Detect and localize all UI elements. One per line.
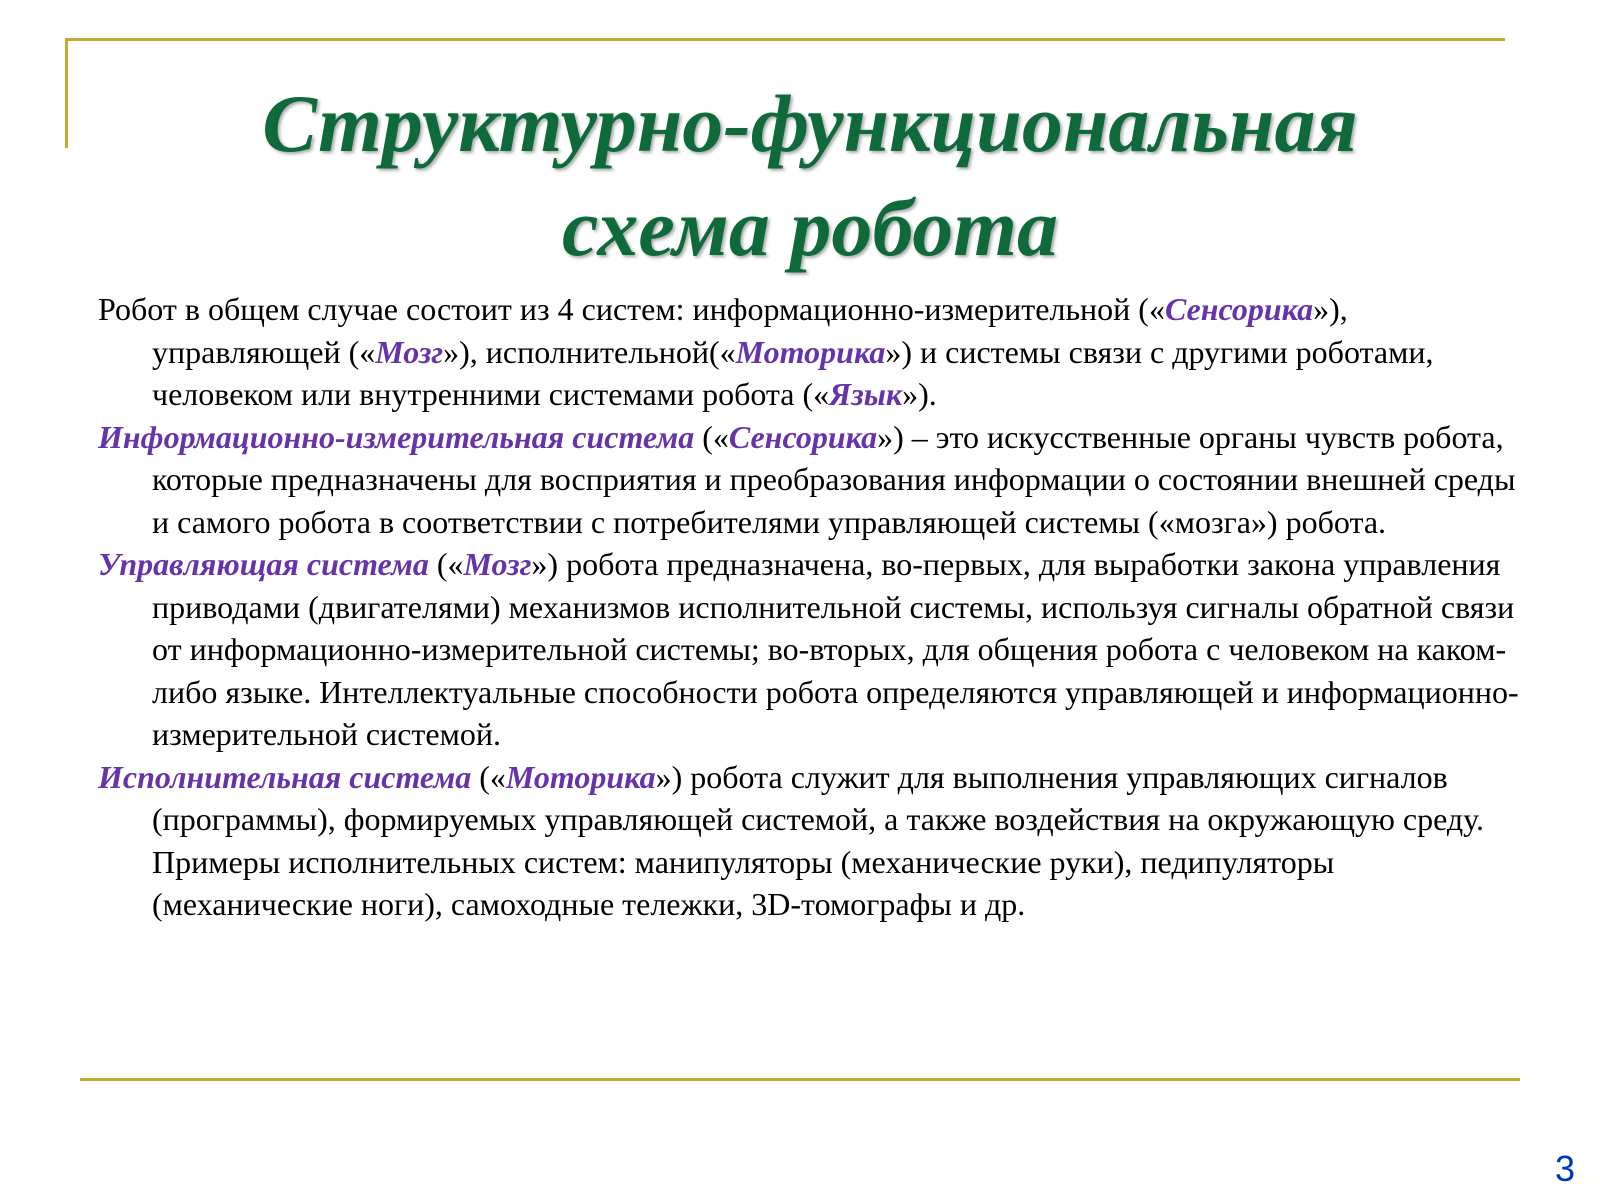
term-motorika: Моторика	[735, 333, 886, 370]
term-mozg: Мозг	[375, 333, 444, 370]
paragraph-text: ») – это искусственные органы чувств робота, которые предназначены для восприятия и преобразования информации о состоянии внешней среды и самого робота в соответствии с потребителями управляющей системы («мозга») робота.	[152, 418, 1516, 540]
paragraph-overview	[98, 288, 1538, 416]
paragraph-text: »).	[902, 376, 937, 412]
page-number: 3	[1555, 1148, 1576, 1189]
paragraph-text: »), управляющей («	[152, 291, 1348, 370]
slide-title-line-2: схема робота	[562, 182, 1058, 273]
paragraph-text: («	[694, 418, 729, 455]
term-control-system: Управляющая система	[98, 546, 429, 582]
paragraph-executive-system	[98, 756, 1538, 926]
slide-body	[98, 288, 1538, 926]
term-sensorika: Сенсорика	[1164, 291, 1314, 327]
slide-title-line-1: Структурно-функциональная	[262, 78, 1358, 169]
top-rule	[65, 38, 1505, 41]
term-executive-system: Исполнительная система	[98, 758, 472, 795]
paragraph-sensor-system	[98, 416, 1538, 544]
paragraph-text: Робот в общем случае состоит из 4 систем: информационно-измерительной («	[98, 291, 1165, 327]
term-sensorika: Сенсорика	[728, 418, 878, 455]
paragraph-text: ») робота предназначена, во-первых, для выработки закона управления приводами (двигателями) механизмов исполнительной системы, используя сигналы обратной связи от информационно-измерительной системы; во-вторых, для общения робота с человеком на каком-либо языке. Интеллектуальные способности робота определяются управляющей и информационно-измерительной системой.	[152, 546, 1519, 752]
paragraph-control-system	[98, 543, 1538, 756]
term-info-measuring-system: Информационно-измерительная система	[98, 418, 695, 455]
paragraph-text: ») и системы связи с другими роботами, человеком или внутренними системами робота («	[152, 333, 1434, 412]
left-rule	[65, 38, 68, 148]
paragraph-text: ») робота служит для выполнения управляющих сигналов (программы), формируемых управляющей системой, а также воздействия на окружающую среду. Примеры исполнительных систем: манипуляторы (механические руки), педипуляторы (механические ноги), самоходные тележки, 3D-томографы и др.	[152, 758, 1484, 922]
slide-title	[90, 72, 1530, 280]
term-motorika: Моторика	[505, 758, 656, 795]
paragraph-text: »), исполнительной(«	[443, 333, 736, 370]
term-mozg: Мозг	[463, 546, 532, 582]
bottom-rule	[80, 1078, 1520, 1081]
term-yazyk: Язык	[829, 376, 903, 412]
paragraph-text: («	[471, 758, 506, 795]
paragraph-text: («	[428, 546, 464, 582]
